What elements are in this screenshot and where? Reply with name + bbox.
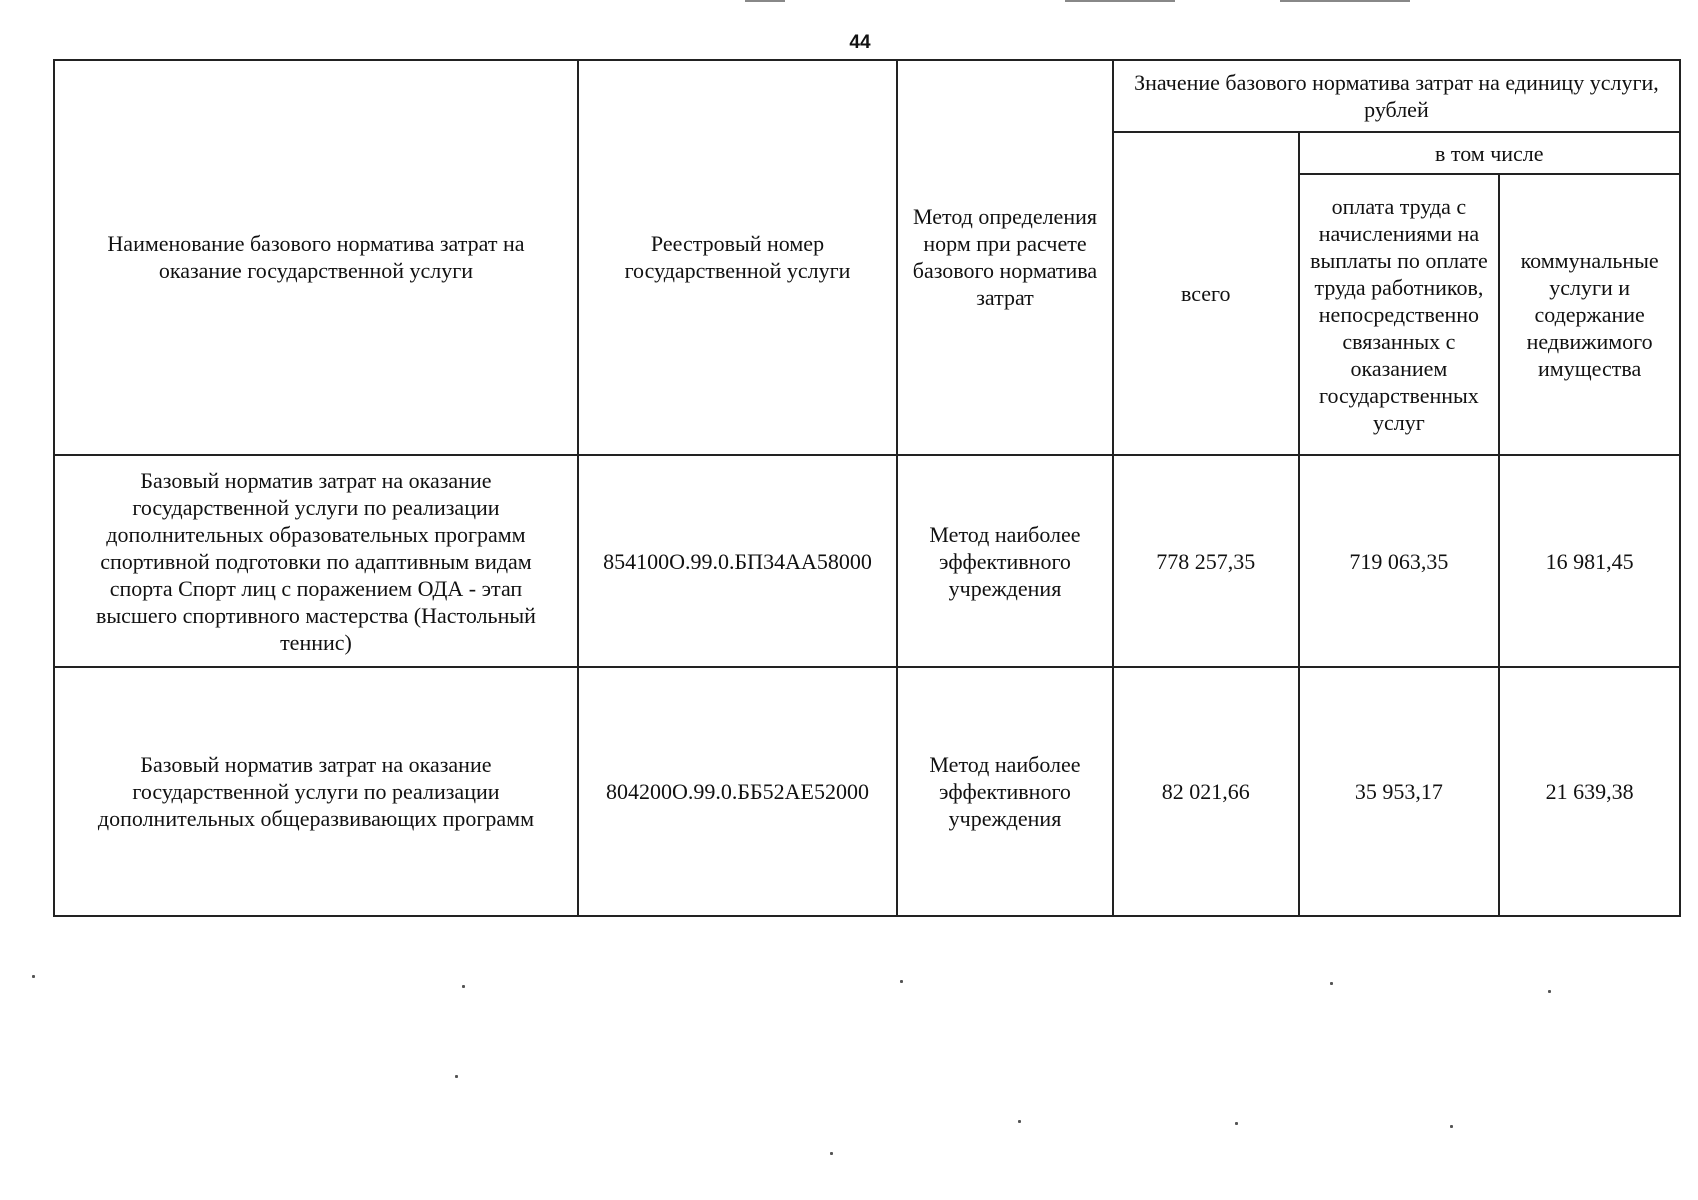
scan-speck (900, 980, 903, 983)
scan-speck (1450, 1125, 1453, 1128)
scan-mark (1280, 0, 1410, 2)
scan-speck (455, 1075, 458, 1078)
row-name: Базовый норматив затрат на оказание государственной услуги по реализации дополнительных образовательных программ спортивной подготовки по адаптивным видам спорта Спорт лиц с поражением ОДА - этап высшего спортивного мастерства (Настольный теннис) (54, 455, 578, 667)
scan-speck (1548, 990, 1551, 993)
scan-speck (462, 985, 465, 988)
row-labor: 35 953,17 (1299, 667, 1500, 916)
scan-speck (1018, 1120, 1021, 1123)
row-total: 82 021,66 (1113, 667, 1299, 916)
table-row (54, 667, 1680, 916)
scan-mark (1065, 0, 1175, 2)
header-including: в том числе (1299, 132, 1680, 174)
header-name: Наименование базового норматива затрат на оказание государственной услуги (54, 60, 578, 455)
row-method: Метод наиболее эффективного учреждения (897, 667, 1113, 916)
header-labor: оплата труда с начислениями на выплаты по оплате труда работников, непосредственно связанных с оказанием государственных услуг (1299, 174, 1500, 455)
header-total: всего (1113, 132, 1299, 455)
row-utilities: 16 981,45 (1499, 455, 1680, 667)
header-method: Метод определения норм при расчете базового норматива затрат (897, 60, 1113, 455)
row-method: Метод наиболее эффективного учреждения (897, 455, 1113, 667)
header-value-group: Значение базового норматива затрат на единицу услуги, рублей (1113, 60, 1680, 132)
row-name: Базовый норматив затрат на оказание государственной услуги по реализации дополнительных общеразвивающих программ (54, 667, 578, 916)
scan-mark (745, 0, 785, 2)
header-registry-number: Реестровый номер государственной услуги (578, 60, 897, 455)
scan-speck (830, 1152, 833, 1155)
row-registry-number: 804200О.99.0.ББ52АЕ52000 (578, 667, 897, 916)
page-number: 44 (849, 32, 871, 53)
row-utilities: 21 639,38 (1499, 667, 1680, 916)
header-utilities: коммунальные услуги и содержание недвижимого имущества (1499, 174, 1680, 455)
row-total: 778 257,35 (1113, 455, 1299, 667)
base-cost-norm-table (53, 59, 1681, 917)
scan-speck (32, 975, 35, 978)
scan-speck (1330, 982, 1333, 985)
header-row (54, 60, 1680, 132)
row-labor: 719 063,35 (1299, 455, 1500, 667)
table-row (54, 455, 1680, 667)
row-registry-number: 854100О.99.0.БП34АА58000 (578, 455, 897, 667)
scan-speck (1235, 1122, 1238, 1125)
